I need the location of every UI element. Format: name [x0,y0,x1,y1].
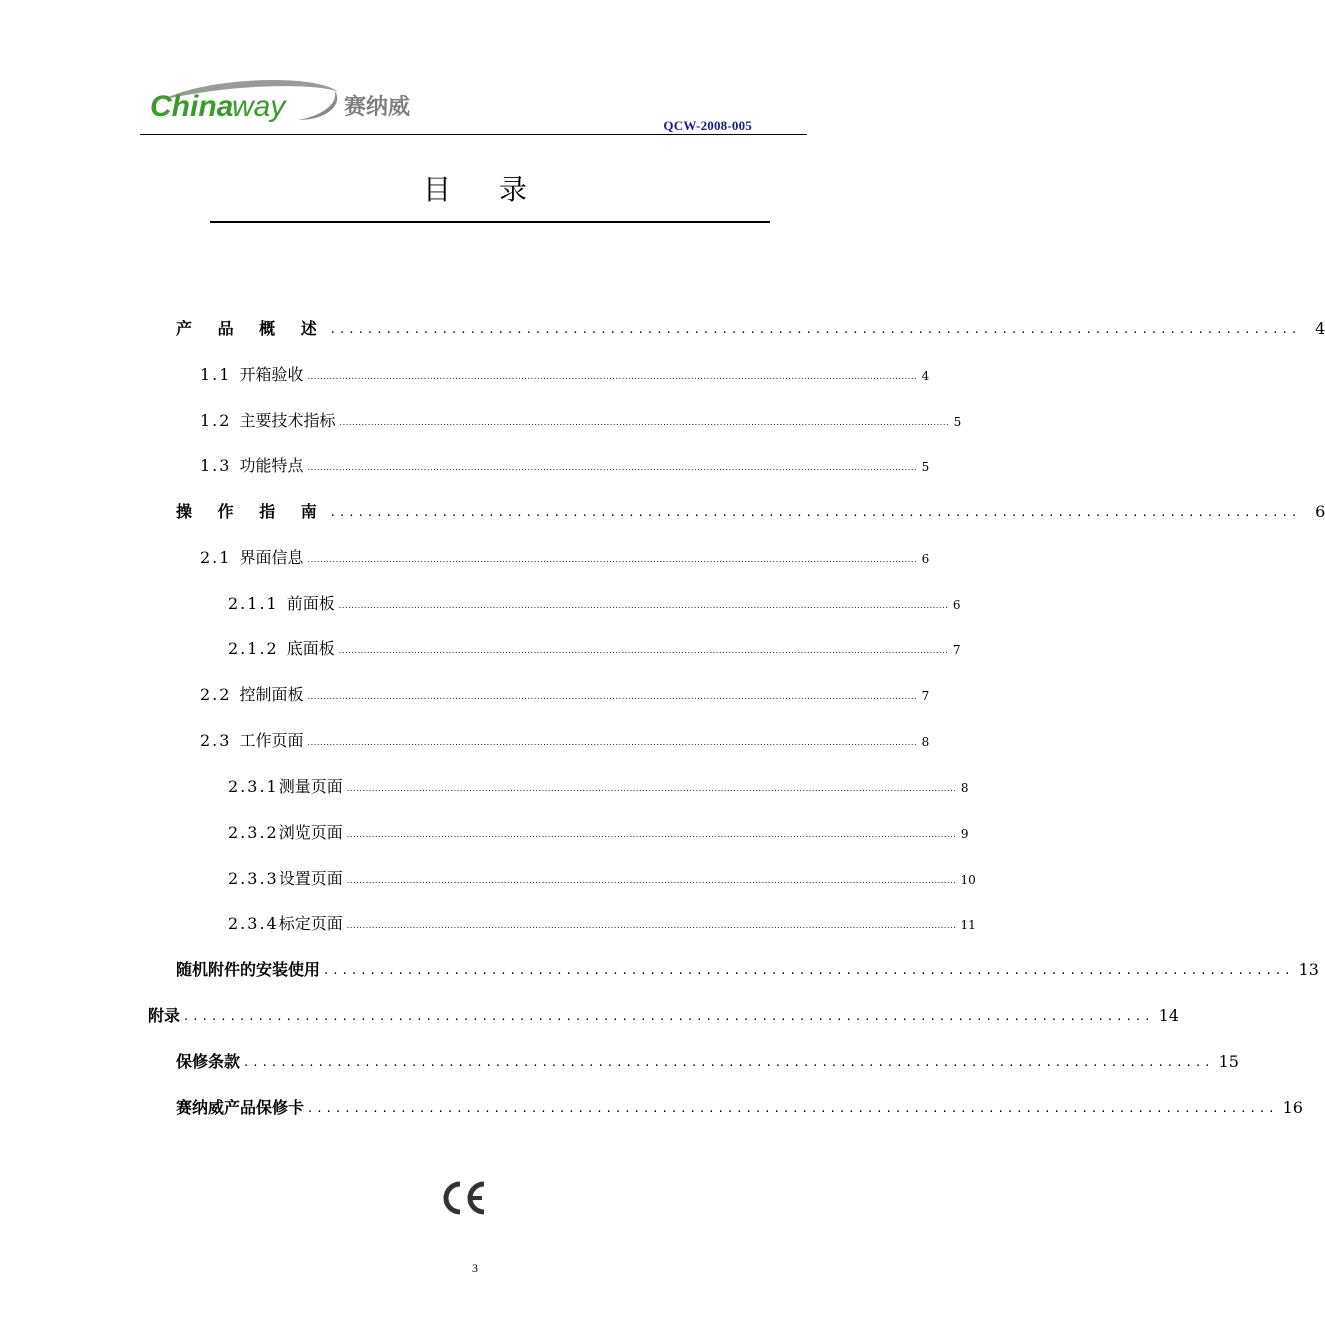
toc-entry-number: 2.3.4 [228,914,279,933]
toc-entry-label: 赛纳威产品保修卡 [176,1098,305,1117]
toc-leader-dots: ........................................................................................................ [244,1055,1215,1070]
logo-graphic [148,80,448,128]
toc-entry-1-1[interactable] [200,362,930,385]
ce-mark-icon [440,1178,488,1218]
toc-entry-2-3[interactable] [200,728,930,751]
logo-cn-name: 赛纳威 [344,95,411,120]
toc-entry-number: 2.3.3 [228,869,279,888]
toc-leader-dots: ........................................................................................................ [330,505,1302,520]
toc-leader-dots: ........................................................................................................ [184,1009,1155,1024]
document-code: QCW-2008-005 [663,118,752,133]
toc-entry-label: 测量页面 [278,777,343,796]
toc-leader-dots: .................................................................................................................................................................................................. [338,601,949,610]
toc-entry-appendix[interactable] [148,1003,1179,1026]
toc-entry-1-2[interactable] [200,408,962,431]
toc-entry-page: 16 [1282,1098,1303,1117]
toc-entry-label: 产 品 概 述 [176,319,327,338]
toc-leader-dots: .................................................................................................................................................................................................. [307,738,918,747]
toc-leader-dots: .................................................................................................................................................................................................. [346,876,957,885]
toc-entry-2-1-2[interactable] [228,636,961,659]
toc-entry-accessories[interactable] [176,957,1319,980]
toc-entry-label: 控制面板 [239,685,304,704]
toc-entry-page: 8 [921,735,930,749]
toc-entry-page: 13 [1298,960,1319,979]
page-number: 3 [472,1261,478,1275]
toc-entry-number: 1.2 [200,411,232,430]
toc-leader-dots: ........................................................................................................ [308,1101,1279,1116]
toc-entry-page: 4 [921,369,930,383]
toc-entry-label: 设置页面 [278,869,343,888]
toc-entry-product-overview[interactable] [176,316,1325,339]
toc-entry-label: 功能特点 [239,456,304,475]
toc-entry-2-1-1[interactable] [228,591,961,614]
toc-entry-number: 1.1 [200,365,232,384]
toc-entry-label: 浏览页面 [278,823,343,842]
toc-entry-label: 前面板 [286,594,335,613]
toc-entry-2-3-2[interactable] [228,820,969,843]
title-underline [210,221,770,223]
toc-leader-dots: .................................................................................................................................................................................................. [346,830,957,839]
toc-entry-number: 2.1.1 [228,594,279,613]
toc-leader-dots: .................................................................................................................................................................................................. [338,646,949,655]
logo-wordmark-suffix: way [232,90,286,123]
toc-entry-number: 2.1 [200,548,232,567]
toc-entry-number: 2.1.2 [228,639,279,658]
toc-entry-label: 界面信息 [239,548,304,567]
toc-entry-warranty-terms[interactable] [176,1049,1239,1072]
toc-entry-page: 6 [921,552,930,566]
toc-leader-dots: .................................................................................................................................................................................................. [307,372,918,381]
toc-entry-number: 2.3 [200,731,232,750]
toc-entry-label: 保修条款 [176,1052,241,1071]
toc-entry-page: 14 [1158,1006,1179,1025]
toc-leader-dots: .................................................................................................................................................................................................. [339,418,950,427]
toc-entry-page: 10 [960,873,976,887]
toc-entry-page: 7 [921,689,930,703]
toc-entry-label: 工作页面 [239,731,304,750]
toc-leader-dots: .................................................................................................................................................................................................. [346,921,957,930]
toc-title: 目录 [422,173,575,206]
toc-entry-page: 8 [960,781,969,795]
toc-leader-dots: ........................................................................................................ [324,963,1295,978]
toc-entry-number: 1.3 [200,456,232,475]
toc-entry-2-1[interactable] [200,545,930,568]
toc-entry-2-3-3[interactable] [228,866,976,889]
toc-entry-1-3[interactable] [200,453,930,476]
toc-entry-page: 15 [1218,1052,1239,1071]
toc-entry-operation-guide[interactable] [176,499,1325,522]
toc-entry-label: 底面板 [286,639,335,658]
toc-leader-dots: ........................................................................................................ [330,322,1302,337]
toc-entry-page: 11 [960,918,976,932]
toc-entry-page: 7 [952,643,961,657]
toc-entry-number: 2.3.2 [228,823,279,842]
toc-entry-2-3-4[interactable] [228,911,976,934]
toc-entry-page: 5 [953,415,962,429]
toc-entry-label: 开箱验收 [239,365,304,384]
toc-entry-warranty-card[interactable] [176,1095,1303,1118]
logo-wordmark: China [150,90,234,123]
toc-entry-number: 2.2 [200,685,232,704]
toc-entry-2-3-1[interactable] [228,774,969,797]
toc-leader-dots: .................................................................................................................................................................................................. [346,784,957,793]
toc-entry-page: 4 [1315,319,1325,338]
header-divider [140,134,807,135]
toc-entry-label: 标定页面 [278,914,343,933]
toc-entry-label: 主要技术指标 [239,411,336,430]
toc-entry-page: 6 [952,598,961,612]
toc-entry-page: 5 [921,460,930,474]
toc-leader-dots: .................................................................................................................................................................................................. [307,463,918,472]
toc-entry-number: 2.3.1 [228,777,279,796]
toc-entry-label: 随机附件的安装使用 [176,960,321,979]
toc-entry-page: 6 [1315,502,1325,521]
toc-entry-2-2[interactable] [200,682,930,705]
toc-entry-page: 9 [960,827,969,841]
toc-entry-label: 附录 [148,1006,181,1025]
toc-leader-dots: .................................................................................................................................................................................................. [307,692,918,701]
toc-entry-label: 操 作 指 南 [176,502,327,521]
toc-leader-dots: .................................................................................................................................................................................................. [307,555,918,564]
chinaway-logo [148,80,448,128]
